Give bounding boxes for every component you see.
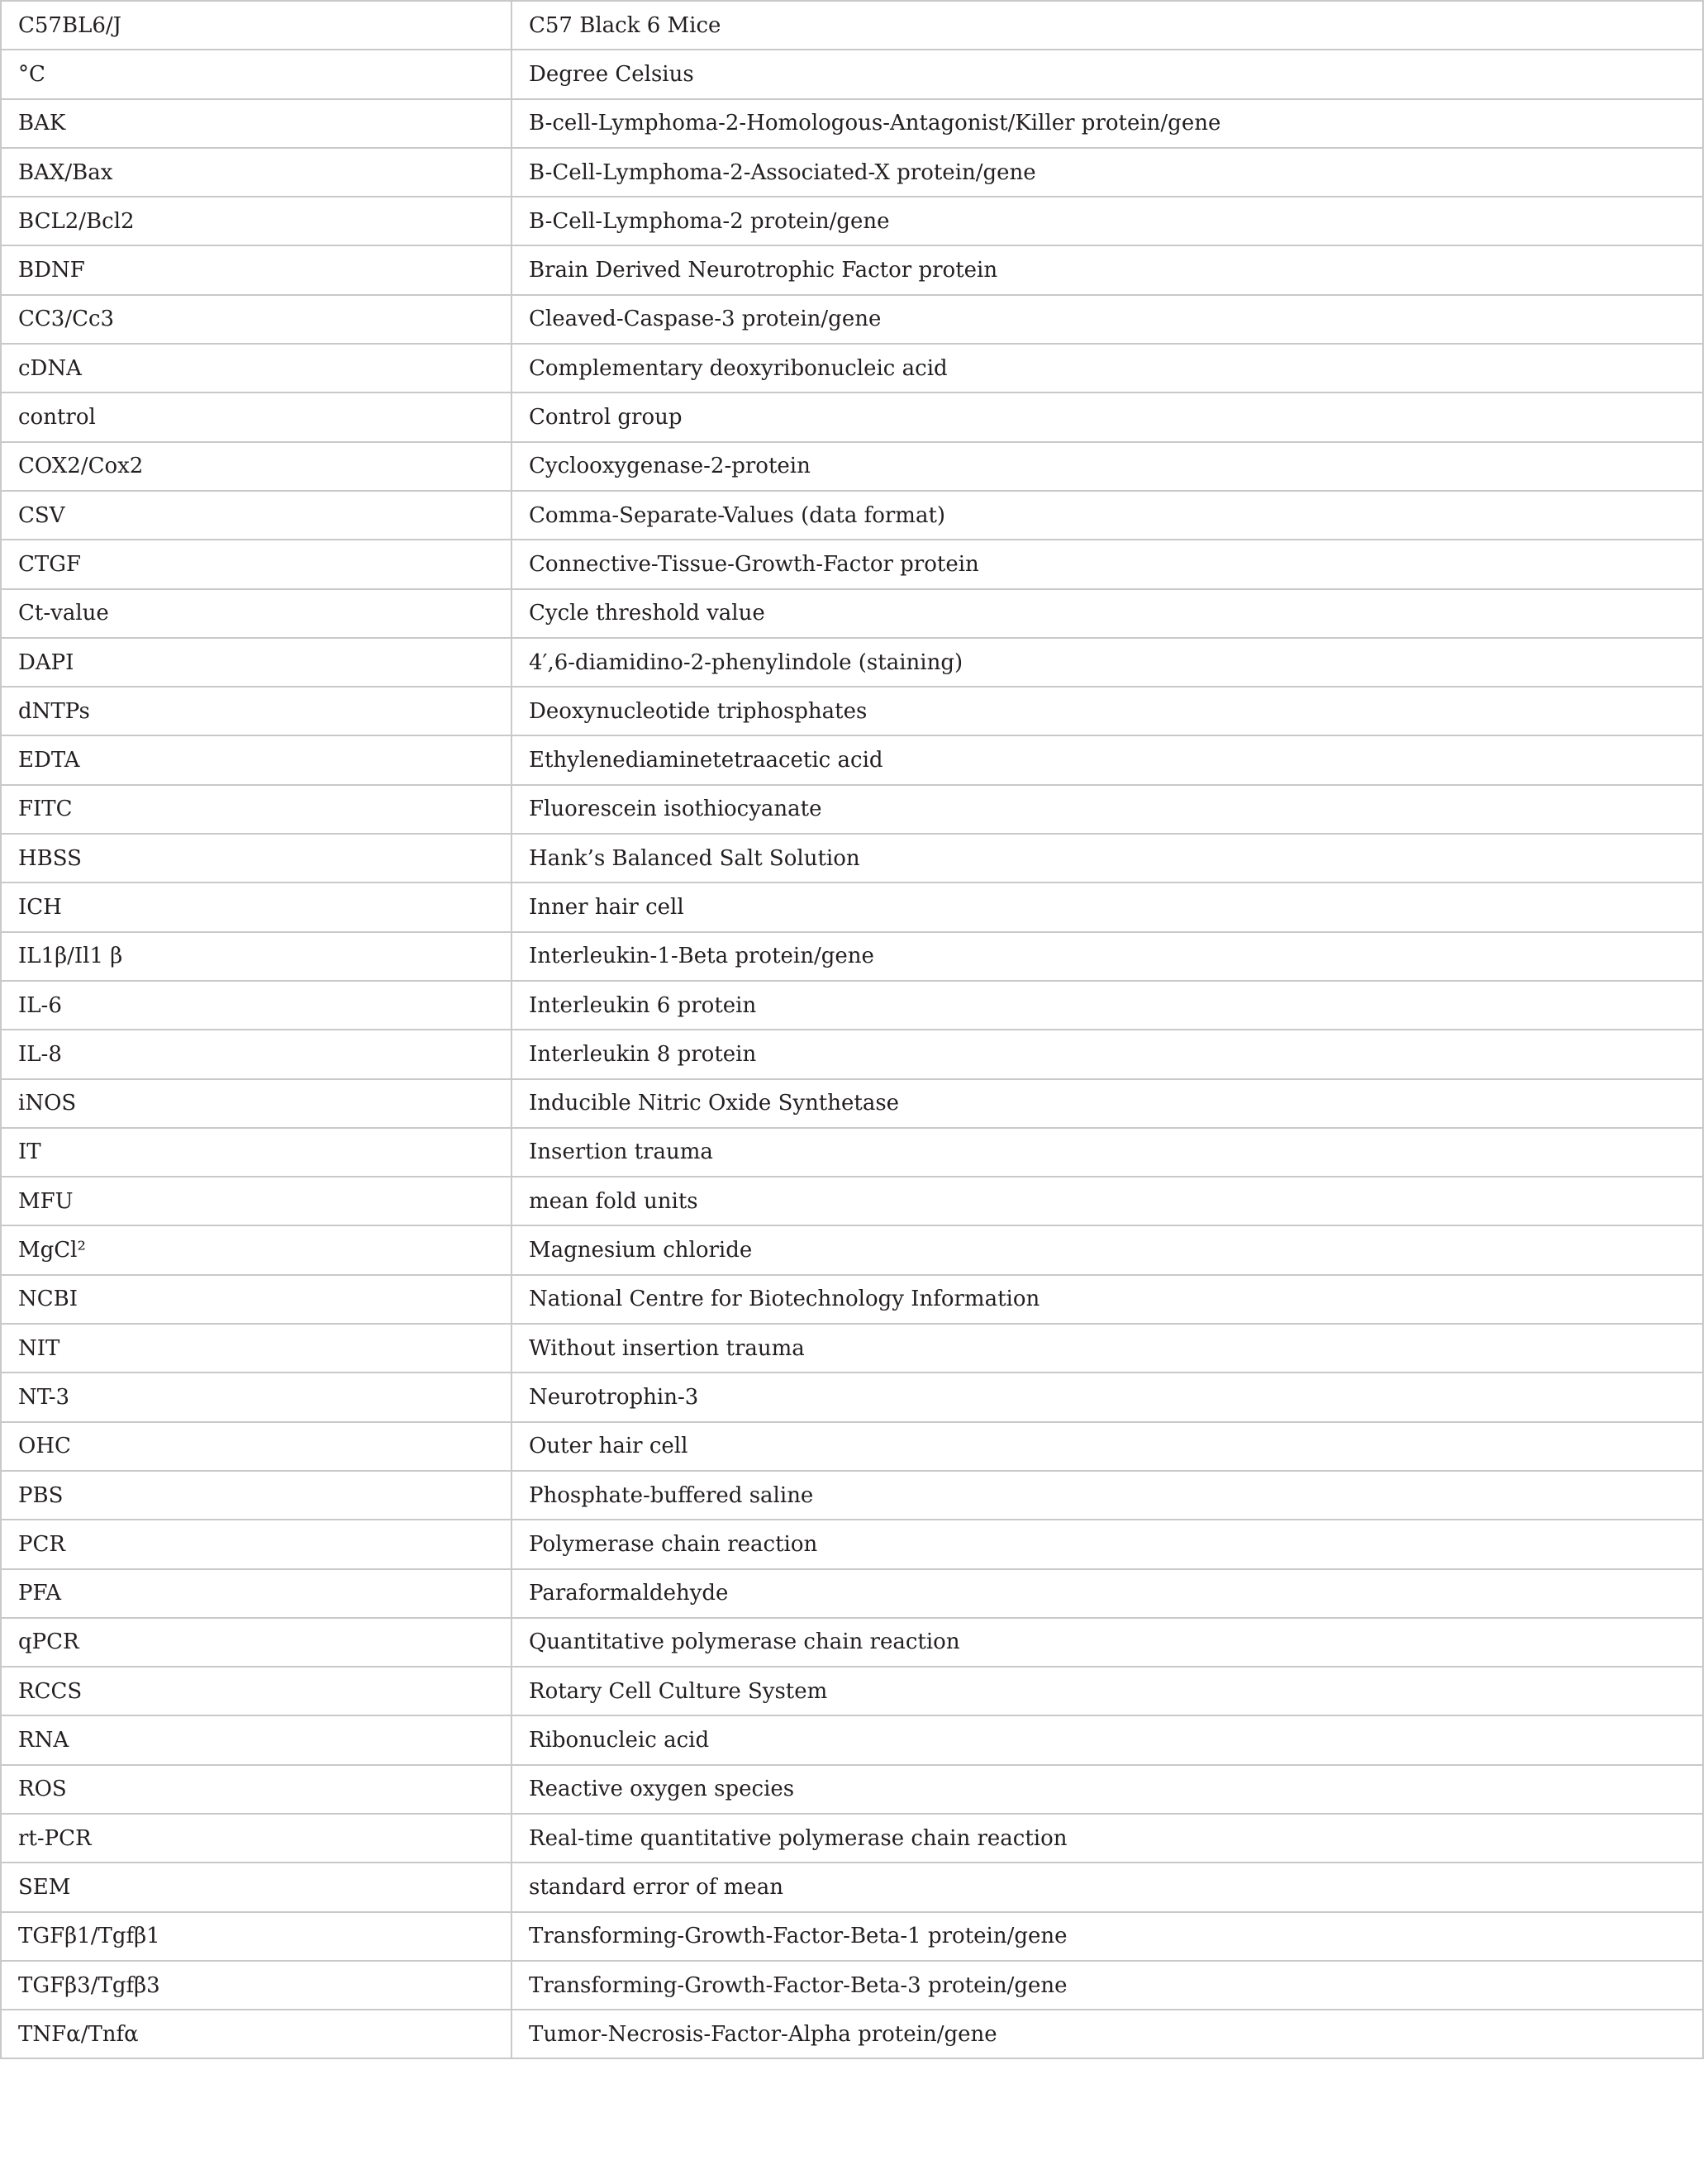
definition-cell: Without insertion trauma	[511, 1324, 1703, 1373]
abbreviation-cell: CTGF	[1, 540, 511, 588]
table-row	[1, 148, 1703, 197]
table-row	[1, 1177, 1703, 1225]
table-row	[1, 883, 1703, 931]
table-row	[1, 1863, 1703, 1911]
table-row	[1, 1912, 1703, 1961]
abbreviation-cell: TNFα/Tnfα	[1, 2010, 511, 2058]
table-row	[1, 1225, 1703, 1274]
table-row	[1, 1618, 1703, 1667]
abbreviation-cell: HBSS	[1, 834, 511, 883]
abbreviation-cell: FITC	[1, 785, 511, 834]
abbreviation-cell: RCCS	[1, 1667, 511, 1715]
table-row	[1, 735, 1703, 784]
abbreviation-cell: iNOS	[1, 1079, 511, 1128]
table-row	[1, 1324, 1703, 1373]
definition-cell: Inner hair cell	[511, 883, 1703, 931]
definition-cell: Rotary Cell Culture System	[511, 1667, 1703, 1715]
abbreviation-cell: BDNF	[1, 245, 511, 294]
table-row	[1, 393, 1703, 441]
table-row	[1, 1715, 1703, 1764]
table-row	[1, 245, 1703, 294]
definition-cell: Complementary deoxyribonucleic acid	[511, 344, 1703, 393]
definition-cell: B-Cell-Lymphoma-2 protein/gene	[511, 197, 1703, 245]
definition-cell: Reactive oxygen species	[511, 1765, 1703, 1814]
table-row	[1, 99, 1703, 148]
abbreviation-cell: IL1β/Il1 β	[1, 932, 511, 981]
abbreviation-cell: IL-8	[1, 1030, 511, 1078]
abbreviation-cell: CSV	[1, 491, 511, 540]
table-row	[1, 1471, 1703, 1520]
definition-cell: 4′,6-diamidino-2-phenylindole (staining)	[511, 638, 1703, 687]
abbreviation-cell: EDTA	[1, 735, 511, 784]
table-row	[1, 1128, 1703, 1177]
table-row	[1, 687, 1703, 735]
table-row	[1, 197, 1703, 245]
abbreviation-cell: COX2/Cox2	[1, 442, 511, 491]
table-row	[1, 981, 1703, 1030]
abbreviation-cell: NIT	[1, 1324, 511, 1373]
definition-cell: Paraformaldehyde	[511, 1569, 1703, 1618]
abbreviation-cell: dNTPs	[1, 687, 511, 735]
definition-cell: Transforming-Growth-Factor-Beta-3 protein/gene	[511, 1961, 1703, 2010]
definition-cell: Brain Derived Neurotrophic Factor protein	[511, 245, 1703, 294]
abbreviations-table-body	[1, 1, 1703, 2058]
definition-cell: B-cell-Lymphoma-2-Homologous-Antagonist/Killer protein/gene	[511, 99, 1703, 148]
table-row	[1, 1814, 1703, 1863]
abbreviation-cell: CC3/Cc3	[1, 295, 511, 344]
definition-cell: Inducible Nitric Oxide Synthetase	[511, 1079, 1703, 1128]
abbreviation-cell: OHC	[1, 1422, 511, 1471]
abbreviation-cell: control	[1, 393, 511, 441]
table-row	[1, 1, 1703, 50]
definition-cell: Neurotrophin-3	[511, 1373, 1703, 1421]
table-row	[1, 1275, 1703, 1324]
definition-cell: Ribonucleic acid	[511, 1715, 1703, 1764]
definition-cell: mean fold units	[511, 1177, 1703, 1225]
definition-cell: Outer hair cell	[511, 1422, 1703, 1471]
definition-cell: Cleaved-Caspase-3 protein/gene	[511, 295, 1703, 344]
table-row	[1, 834, 1703, 883]
abbreviation-cell: ICH	[1, 883, 511, 931]
abbreviation-cell: ROS	[1, 1765, 511, 1814]
definition-cell: Interleukin-1-Beta protein/gene	[511, 932, 1703, 981]
abbreviation-cell: MFU	[1, 1177, 511, 1225]
definition-cell: Comma-Separate-Values (data format)	[511, 491, 1703, 540]
table-row	[1, 589, 1703, 638]
table-row	[1, 50, 1703, 98]
definition-cell: Cyclooxygenase-2-protein	[511, 442, 1703, 491]
table-row	[1, 932, 1703, 981]
abbreviation-cell: qPCR	[1, 1618, 511, 1667]
table-row	[1, 1765, 1703, 1814]
table-row	[1, 1961, 1703, 2010]
definition-cell: standard error of mean	[511, 1863, 1703, 1911]
definition-cell: Phosphate-buffered saline	[511, 1471, 1703, 1520]
abbreviation-cell: rt-PCR	[1, 1814, 511, 1863]
abbreviation-cell: Ct-value	[1, 589, 511, 638]
abbreviation-cell: IL-6	[1, 981, 511, 1030]
abbreviation-cell: NT-3	[1, 1373, 511, 1421]
table-row	[1, 1667, 1703, 1715]
definition-cell: Tumor-Necrosis-Factor-Alpha protein/gene	[511, 2010, 1703, 2058]
table-row	[1, 785, 1703, 834]
table-row	[1, 2010, 1703, 2058]
table-row	[1, 1079, 1703, 1128]
abbreviation-cell: PCR	[1, 1520, 511, 1568]
definition-cell: Cycle threshold value	[511, 589, 1703, 638]
table-row	[1, 1030, 1703, 1078]
table-row	[1, 442, 1703, 491]
definition-cell: Ethylenediaminetetraacetic acid	[511, 735, 1703, 784]
abbreviation-cell: IT	[1, 1128, 511, 1177]
definition-cell: C57 Black 6 Mice	[511, 1, 1703, 50]
definition-cell: Quantitative polymerase chain reaction	[511, 1618, 1703, 1667]
abbreviation-cell: cDNA	[1, 344, 511, 393]
definition-cell: Hank’s Balanced Salt Solution	[511, 834, 1703, 883]
table-row	[1, 1520, 1703, 1568]
table-row	[1, 491, 1703, 540]
table-row	[1, 295, 1703, 344]
abbreviation-cell: NCBI	[1, 1275, 511, 1324]
abbreviation-cell: TGFβ1/Tgfβ1	[1, 1912, 511, 1961]
definition-cell: Real-time quantitative polymerase chain reaction	[511, 1814, 1703, 1863]
abbreviation-cell: °C	[1, 50, 511, 98]
definition-cell: Fluorescein isothiocyanate	[511, 785, 1703, 834]
abbreviation-cell: BCL2/Bcl2	[1, 197, 511, 245]
definition-cell: Insertion trauma	[511, 1128, 1703, 1177]
definition-cell: Control group	[511, 393, 1703, 441]
definition-cell: B-Cell-Lymphoma-2-Associated-X protein/gene	[511, 148, 1703, 197]
abbreviation-cell: SEM	[1, 1863, 511, 1911]
abbreviation-cell: PFA	[1, 1569, 511, 1618]
table-row	[1, 1422, 1703, 1471]
table-row	[1, 344, 1703, 393]
abbreviation-cell: MgCl²	[1, 1225, 511, 1274]
definition-cell: Transforming-Growth-Factor-Beta-1 protein/gene	[511, 1912, 1703, 1961]
abbreviation-cell: PBS	[1, 1471, 511, 1520]
abbreviation-cell: TGFβ3/Tgfβ3	[1, 1961, 511, 2010]
definition-cell: Magnesium chloride	[511, 1225, 1703, 1274]
definition-cell: Connective-Tissue-Growth-Factor protein	[511, 540, 1703, 588]
abbreviation-cell: RNA	[1, 1715, 511, 1764]
table-row	[1, 1569, 1703, 1618]
definition-cell: Interleukin 8 protein	[511, 1030, 1703, 1078]
abbreviation-cell: BAX/Bax	[1, 148, 511, 197]
definition-cell: Polymerase chain reaction	[511, 1520, 1703, 1568]
abbreviation-cell: C57BL6/J	[1, 1, 511, 50]
abbreviation-cell: DAPI	[1, 638, 511, 687]
definition-cell: Degree Celsius	[511, 50, 1703, 98]
definition-cell: Interleukin 6 protein	[511, 981, 1703, 1030]
definition-cell: National Centre for Biotechnology Information	[511, 1275, 1703, 1324]
definition-cell: Deoxynucleotide triphosphates	[511, 687, 1703, 735]
table-row	[1, 540, 1703, 588]
table-row	[1, 638, 1703, 687]
table-row	[1, 1373, 1703, 1421]
abbreviation-cell: BAK	[1, 99, 511, 148]
